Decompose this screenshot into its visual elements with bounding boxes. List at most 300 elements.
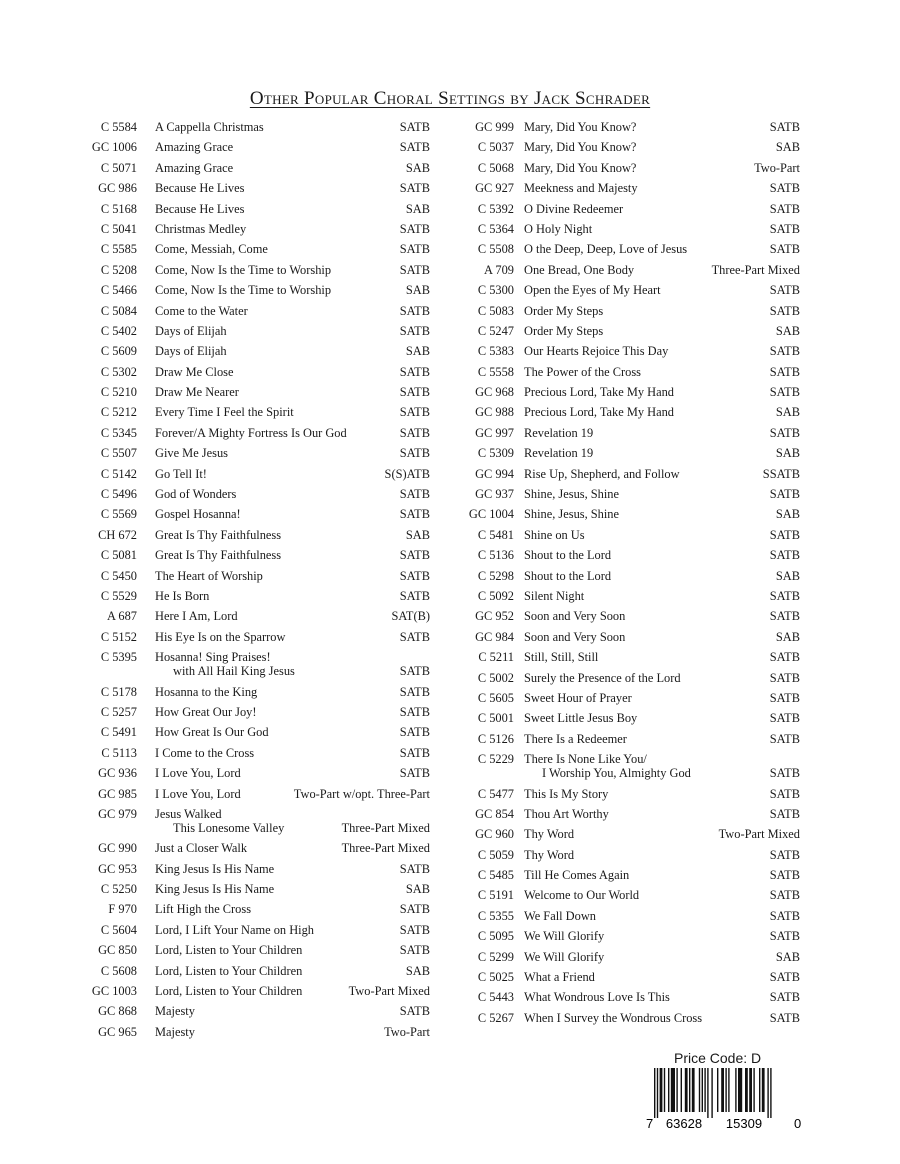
voicing: SAB [405, 201, 430, 216]
song-title: Draw Me Nearer [155, 385, 239, 400]
catalog-number: CH 672 [98, 527, 137, 542]
catalog-number: GC 984 [475, 629, 514, 644]
barcode-bar [689, 1068, 690, 1112]
barcode-digits-right: 15309 [725, 1116, 763, 1130]
song-title: Lord, Listen to Your Children [155, 984, 303, 999]
catalog-entry [0, 301, 440, 321]
catalog-number: C 5025 [477, 970, 514, 985]
catalog-entry [0, 859, 440, 879]
catalog-number: C 5178 [100, 684, 137, 699]
catalog-entry [0, 484, 440, 504]
catalog-number: C 5211 [478, 650, 514, 665]
barcode-bar [753, 1068, 754, 1112]
voicing: SATB [769, 548, 800, 563]
voicing: SATB [399, 262, 430, 277]
voicing: SATB [769, 690, 800, 705]
voicing: SATB [399, 861, 430, 876]
voicing: SAB [775, 140, 800, 155]
voicing: Three-Part Mixed [341, 841, 430, 856]
barcode-bar [717, 1068, 718, 1112]
catalog-number: C 5068 [477, 160, 514, 175]
song-title: Majesty [155, 1004, 195, 1019]
catalog-number: C 5037 [477, 140, 514, 155]
catalog-number: GC 965 [98, 1024, 137, 1039]
song-title: Amazing Grace [155, 140, 234, 155]
voicing: SATB [769, 990, 800, 1005]
voicing: Two-Part Mixed [718, 827, 800, 842]
catalog-entry [452, 627, 810, 647]
catalog-number: C 5609 [100, 344, 137, 359]
song-title-continued: I Worship You, Almighty God [542, 766, 691, 781]
song-title: Thy Word [524, 827, 575, 842]
catalog-number: C 5136 [477, 548, 514, 563]
catalog-entry [452, 137, 810, 157]
catalog-column-right [452, 117, 810, 1028]
catalog-entry [452, 402, 810, 422]
barcode-bar [676, 1068, 677, 1112]
catalog-number: C 5247 [477, 323, 514, 338]
catalog-number: C 5507 [100, 446, 137, 461]
catalog-number: C 5126 [477, 731, 514, 746]
song-title: This Is My Story [524, 786, 609, 801]
catalog-entry [0, 362, 440, 382]
voicing: SAB [775, 949, 800, 964]
catalog-entry [452, 484, 810, 504]
catalog-number: C 5152 [100, 629, 137, 644]
catalog-entry [0, 178, 440, 198]
catalog-entry [0, 280, 440, 300]
catalog-number: C 5083 [477, 303, 514, 318]
catalog-entry [452, 280, 810, 300]
barcode-bar [657, 1068, 658, 1118]
voicing: SAB [775, 446, 800, 461]
song-title: Shout to the Lord [524, 548, 612, 563]
song-title-continued: with All Hail King Jesus [173, 664, 295, 679]
song-title: Great Is Thy Faithfulness [155, 527, 282, 542]
catalog-entry [452, 260, 810, 280]
catalog-number: GC 988 [475, 405, 514, 420]
catalog-entry [0, 763, 440, 783]
song-title: King Jesus Is His Name [155, 861, 275, 876]
catalog-entry [0, 606, 440, 626]
catalog-number: C 5496 [100, 487, 137, 502]
voicing: SATB [399, 588, 430, 603]
voicing: SATB [769, 888, 800, 903]
voicing: SAB [775, 405, 800, 420]
voicing: SATB [399, 405, 430, 420]
voicing: SATB [399, 943, 430, 958]
song-title: Lord, Listen to Your Children [155, 963, 303, 978]
barcode-bar [749, 1068, 752, 1112]
voicing: SATB [769, 425, 800, 440]
voicing: SATB [399, 745, 430, 760]
catalog-number: C 5059 [477, 847, 514, 862]
song-title: We Will Glorify [524, 949, 605, 964]
catalog-number: C 5450 [100, 568, 137, 583]
song-title: Silent Night [524, 588, 585, 603]
catalog-number: C 5095 [477, 929, 514, 944]
catalog-entry [452, 688, 810, 708]
voicing: SATB [399, 221, 430, 236]
voicing: Two-Part w/opt. Three-Part [293, 786, 430, 801]
catalog-entry [0, 702, 440, 722]
song-title: King Jesus Is His Name [155, 882, 275, 897]
catalog-number: C 5558 [477, 364, 514, 379]
catalog-entry [452, 321, 810, 341]
barcode-bar [664, 1068, 665, 1112]
voicing: SATB [769, 670, 800, 685]
catalog-number: GC 850 [98, 943, 137, 958]
voicing: SAT(B) [391, 609, 430, 624]
song-title: Because He Lives [155, 181, 245, 196]
voicing: SATB [399, 684, 430, 699]
catalog-number: C 5485 [477, 868, 514, 883]
voicing: SATB [399, 922, 430, 937]
catalog-entry [0, 682, 440, 702]
catalog-number: GC 1004 [468, 507, 514, 522]
catalog-number: C 5298 [477, 568, 514, 583]
barcode-bar [735, 1068, 736, 1112]
voicing: SAB [775, 323, 800, 338]
song-title: When I Survey the Wondrous Cross [524, 1010, 703, 1025]
catalog-entry [452, 749, 810, 783]
catalog-number: GC 1006 [91, 140, 137, 155]
voicing: SAB [405, 527, 430, 542]
catalog-number: C 5250 [100, 882, 137, 897]
song-title: Our Hearts Rejoice This Day [524, 344, 669, 359]
voicing: SATB [399, 548, 430, 563]
catalog-number: C 5267 [477, 1010, 514, 1025]
catalog-entry [452, 504, 810, 524]
catalog-entry [452, 239, 810, 259]
barcode-bars [654, 1068, 772, 1118]
catalog-number: C 5212 [100, 405, 137, 420]
song-title: Come to the Water [155, 303, 248, 318]
barcode-bar [762, 1068, 765, 1112]
voicing: SATB [399, 725, 430, 740]
catalog-entry [452, 708, 810, 728]
catalog-entry [0, 586, 440, 606]
catalog-entry [452, 824, 810, 844]
voicing: SATB [399, 629, 430, 644]
voicing: SATB [769, 385, 800, 400]
catalog-entry [0, 804, 440, 838]
catalog-entry [0, 443, 440, 463]
voicing: SATB [769, 806, 800, 821]
song-title: The Heart of Worship [155, 568, 263, 583]
catalog-entry [452, 423, 810, 443]
song-title: I Love You, Lord [155, 786, 241, 801]
catalog-number: F 970 [108, 902, 137, 917]
song-title-continued: This Lonesome Valley [173, 820, 285, 835]
barcode-bar [725, 1068, 726, 1112]
catalog-entry [0, 239, 440, 259]
song-title: Precious Lord, Take My Hand [524, 405, 674, 420]
song-title: Every Time I Feel the Spirit [155, 405, 294, 420]
song-title: Just a Closer Walk [155, 841, 248, 856]
catalog-entry [0, 545, 440, 565]
catalog-number: C 5041 [100, 221, 137, 236]
voicing: SATB [769, 364, 800, 379]
catalog-number: C 5608 [100, 963, 137, 978]
barcode-bar [711, 1068, 712, 1118]
catalog-entry [452, 606, 810, 626]
catalog-number: C 5001 [477, 711, 514, 726]
catalog-entry [0, 199, 440, 219]
song-title: His Eye Is on the Sparrow [155, 629, 286, 644]
catalog-number: C 5584 [100, 120, 137, 134]
voicing: SATB [399, 766, 430, 781]
song-title: Order My Steps [524, 323, 604, 338]
voicing: SATB [769, 650, 800, 665]
voicing: SATB [769, 181, 800, 196]
song-title: Forever/A Mighty Fortress Is Our God [155, 425, 347, 440]
catalog-entry [452, 566, 810, 586]
song-title: Go Tell It! [155, 466, 207, 481]
catalog-entry [0, 137, 440, 157]
voicing: SATB [399, 487, 430, 502]
catalog-entry [452, 784, 810, 804]
song-title: Shine, Jesus, Shine [524, 507, 619, 522]
song-title: Come, Now Is the Time to Worship [155, 283, 332, 298]
voicing: SATB [769, 847, 800, 862]
catalog-entry [0, 743, 440, 763]
song-title: There Is None Like You/ [524, 752, 647, 767]
song-title: Lord, Listen to Your Children [155, 943, 303, 958]
catalog-entry [0, 402, 440, 422]
catalog-number: C 5309 [477, 446, 514, 461]
barcode-digit-first: 7 [646, 1116, 654, 1130]
barcode-bar [671, 1068, 675, 1112]
catalog-entry [0, 117, 440, 137]
voicing: SATB [769, 221, 800, 236]
barcode-bar [721, 1068, 724, 1112]
voicing: Two-Part [384, 1024, 430, 1039]
barcode-bar [702, 1068, 703, 1112]
catalog-number: C 5300 [477, 283, 514, 298]
voicing: SATB [769, 929, 800, 944]
catalog-number: C 5364 [477, 221, 514, 236]
catalog-entry [452, 545, 810, 565]
song-title: Thy Word [524, 847, 575, 862]
song-title: Mary, Did You Know? [524, 160, 637, 175]
song-title: Majesty [155, 1024, 195, 1039]
catalog-number: GC 936 [98, 766, 137, 781]
voicing: SAB [775, 507, 800, 522]
voicing: SATB [769, 588, 800, 603]
catalog-number: GC 854 [475, 806, 514, 821]
catalog-number: A 687 [107, 609, 137, 624]
catalog-number: GC 868 [98, 1004, 137, 1019]
catalog-number: GC 990 [98, 841, 137, 856]
catalog-entry [452, 865, 810, 885]
catalog-number: C 5345 [100, 425, 137, 440]
voicing: SAB [405, 882, 430, 897]
catalog-number: C 5257 [100, 704, 137, 719]
voicing: SATB [399, 425, 430, 440]
song-title: What a Friend [524, 970, 595, 985]
catalog-number: C 5113 [101, 745, 137, 760]
song-title: Mary, Did You Know? [524, 120, 637, 134]
catalog-entry [0, 382, 440, 402]
song-title: Shine, Jesus, Shine [524, 487, 619, 502]
catalog-entry [452, 586, 810, 606]
voicing: SATB [399, 140, 430, 155]
song-title: Give Me Jesus [155, 446, 228, 461]
catalog-entry [452, 1008, 810, 1028]
voicing: SATB [399, 364, 430, 379]
song-title: Amazing Grace [155, 160, 234, 175]
voicing: SATB [769, 609, 800, 624]
voicing: SATB [399, 902, 430, 917]
song-title: Precious Lord, Take My Hand [524, 385, 674, 400]
voicing: SATB [399, 120, 430, 134]
song-title: Revelation 19 [524, 446, 594, 461]
catalog-number: C 5071 [100, 160, 137, 175]
price-code: Price Code: D [674, 1050, 762, 1066]
song-title: Days of Elijah [155, 323, 227, 338]
catalog-entry [0, 784, 440, 804]
catalog-number: C 5092 [477, 588, 514, 603]
catalog-number: C 5395 [100, 650, 137, 665]
catalog-entry [452, 845, 810, 865]
catalog-entry [0, 504, 440, 524]
voicing: SATB [399, 664, 430, 679]
catalog-number: C 5569 [100, 507, 137, 522]
voicing: SATB [399, 446, 430, 461]
song-title: O the Deep, Deep, Love of Jesus [524, 242, 688, 257]
song-title: Great Is Thy Faithfulness [155, 548, 282, 563]
catalog-entry [452, 647, 810, 667]
catalog-entry [0, 341, 440, 361]
barcode-bar [681, 1068, 682, 1112]
song-title: Rise Up, Shepherd, and Follow [524, 466, 680, 481]
catalog-entry [0, 525, 440, 545]
catalog-entry [452, 117, 810, 137]
barcode-digits-left: 63628 [665, 1116, 703, 1130]
voicing: SATB [769, 766, 800, 781]
catalog-entry [452, 525, 810, 545]
catalog-entry [452, 947, 810, 967]
catalog-entry [452, 301, 810, 321]
song-title: O Holy Night [524, 221, 593, 236]
voicing: Three-Part Mixed [341, 820, 430, 835]
catalog-number: C 5491 [100, 725, 137, 740]
catalog-number: C 5529 [100, 588, 137, 603]
voicing: SAB [405, 283, 430, 298]
catalog-entry [0, 981, 440, 1001]
voicing: SATB [769, 283, 800, 298]
catalog-column-left [0, 117, 440, 1042]
voicing: SATB [769, 970, 800, 985]
song-title: Hosanna! Sing Praises! [155, 650, 271, 665]
catalog-entry [452, 967, 810, 987]
song-title: Draw Me Close [155, 364, 234, 379]
catalog-number: C 5084 [100, 303, 137, 318]
catalog-number: C 5208 [100, 262, 137, 277]
catalog-entry [0, 423, 440, 443]
catalog-number: GC 927 [475, 181, 514, 196]
voicing: SATB [769, 1010, 800, 1025]
catalog-number: C 5605 [477, 690, 514, 705]
catalog-number: C 5081 [100, 548, 137, 563]
catalog-number: C 5443 [477, 990, 514, 1005]
catalog-entry [0, 321, 440, 341]
barcode-bar [759, 1068, 760, 1112]
catalog-number: GC 953 [98, 861, 137, 876]
voicing: SATB [769, 303, 800, 318]
barcode-bar [745, 1068, 748, 1112]
barcode-digit-last: 0 [794, 1116, 802, 1130]
song-title: Surely the Presence of the Lord [524, 670, 681, 685]
barcode-bar [738, 1068, 742, 1112]
voicing: SATB [399, 323, 430, 338]
song-title: I Come to the Cross [155, 745, 255, 760]
song-title: Shine on Us [524, 527, 585, 542]
song-title: Soon and Very Soon [524, 629, 626, 644]
catalog-entry [0, 961, 440, 981]
catalog-entry [452, 158, 810, 178]
voicing: S(S)ATB [384, 466, 430, 481]
barcode-bar [699, 1068, 700, 1112]
song-title: Mary, Did You Know? [524, 140, 637, 155]
catalog-number: C 5585 [100, 242, 137, 257]
song-title: Gospel Hosanna! [155, 507, 241, 522]
song-title: Welcome to Our World [524, 888, 640, 903]
catalog-entry [0, 260, 440, 280]
catalog-number: C 5466 [100, 283, 137, 298]
catalog-number: C 5355 [477, 908, 514, 923]
voicing: SATB [769, 201, 800, 216]
catalog-number: C 5508 [477, 242, 514, 257]
catalog-entry [452, 987, 810, 1007]
catalog-number: C 5229 [477, 752, 514, 767]
catalog-number: C 5210 [100, 385, 137, 400]
voicing: SATB [769, 120, 800, 134]
song-title: Lift High the Cross [155, 902, 252, 917]
barcode-bar [654, 1068, 655, 1118]
catalog-entry [452, 178, 810, 198]
song-title: A Cappella Christmas [155, 120, 264, 134]
catalog-number: GC 960 [475, 827, 514, 842]
voicing: Three-Part Mixed [711, 262, 800, 277]
catalog-number: GC 968 [475, 385, 514, 400]
voicing: SATB [769, 731, 800, 746]
song-title: Still, Still, Still [524, 650, 599, 665]
catalog-entry [0, 158, 440, 178]
catalog-entry [452, 464, 810, 484]
catalog-entry [0, 219, 440, 239]
barcode [646, 1068, 806, 1130]
catalog-number: C 5302 [100, 364, 137, 379]
song-title: O Divine Redeemer [524, 201, 624, 216]
catalog-entry [452, 804, 810, 824]
song-title: Open the Eyes of My Heart [524, 283, 661, 298]
song-title: We Will Glorify [524, 929, 605, 944]
song-title: Here I Am, Lord [155, 609, 238, 624]
voicing: SATB [399, 1004, 430, 1019]
catalog-number: A 709 [484, 262, 514, 277]
catalog-entry [0, 464, 440, 484]
song-title: Hosanna to the King [155, 684, 258, 699]
catalog-number: C 5383 [477, 344, 514, 359]
song-title: Come, Now Is the Time to Worship [155, 262, 332, 277]
catalog-number: C 5604 [100, 922, 137, 937]
voicing: Two-Part [754, 160, 800, 175]
song-title: Because He Lives [155, 201, 245, 216]
voicing: SATB [769, 711, 800, 726]
catalog-entry [452, 729, 810, 749]
